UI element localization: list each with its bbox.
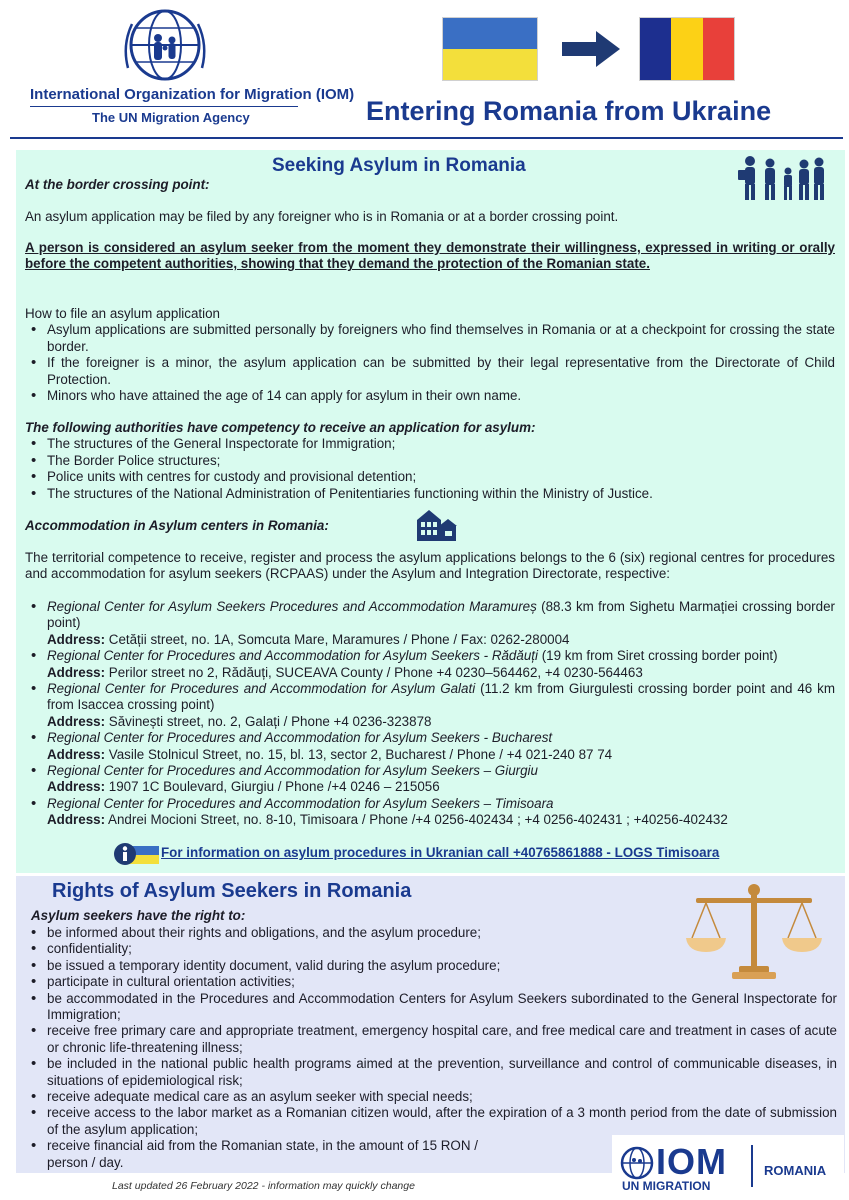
- accommodation-heading: Accommodation in Asylum centers in Romania:: [25, 518, 329, 533]
- how-to-block: [25, 306, 835, 404]
- center-address: Address: 1907 1C Boulevard, Giurgiu / Phone /+4 0246 – 215056: [47, 779, 440, 795]
- list-item: • receive access to the labor market as a Romanian citizen would, after the expiration of a 3 month period from the date of submission of the asylum application;: [25, 1105, 837, 1138]
- accommodation-intro: The territorial competence to receive, register and process the asylum applications belongs to the 6 (six) regional centres for procedures and accommodation for asylum seekers (RCPAAS) under the Asylum and Integration Directorate, respective:: [25, 550, 835, 582]
- center-address: Address: Săvinești street, no. 2, Galați / Phone +4 0236-323878: [47, 713, 432, 729]
- globe-icon: [620, 1146, 654, 1180]
- center-item: [25, 681, 835, 714]
- center-distance: (88.3 km from Sighetu Marmației crossing border point): [47, 599, 835, 631]
- list-item: • be included in the national public health programs aimed at the prevention, surveillance and control of communicable diseases, in situations of epidemiological risk;: [25, 1056, 837, 1089]
- authorities-list: [25, 436, 835, 502]
- romania-flag-icon: [639, 17, 735, 81]
- rights-intro: Asylum seekers have the right to:: [31, 908, 246, 923]
- border-heading: At the border crossing point:: [25, 177, 210, 192]
- rights-section: [16, 876, 845, 1173]
- logo-country: ROMANIA: [764, 1163, 827, 1178]
- authorities-block: [25, 420, 835, 502]
- logo-divider: [751, 1145, 753, 1187]
- center-address: Address: Perilor street no 2, Rădăuți, SUCEAVA County / Phone +4 0230–564462, +4 0230-564463: [47, 664, 643, 680]
- flag-stripe-yellow: [671, 18, 702, 80]
- page-header: [0, 0, 849, 145]
- list-item: • Asylum applications are submitted personally by foreigners who find themselves in Romania or at a checkpoint for crossing the state border.: [25, 322, 835, 355]
- address-label: Address:: [47, 713, 106, 729]
- center-item: [25, 648, 835, 664]
- address-label: Address:: [47, 746, 106, 762]
- org-divider: [30, 106, 298, 107]
- list-item: • receive financial aid from the Romanian state, in the amount of 15 RON / person / day.: [25, 1138, 515, 1171]
- address-label: Address:: [47, 812, 106, 828]
- how-to-heading: How to file an asylum application: [25, 306, 221, 321]
- address-label: Address:: [47, 631, 106, 647]
- flag-stripe-red: [703, 18, 734, 80]
- section-title: Seeking Asylum in Romania: [272, 155, 526, 176]
- center-name: Regional Center for Asylum Seekers Procedures and Accommodation Maramureș: [47, 599, 537, 614]
- list-item: • The Border Police structures;: [25, 453, 835, 469]
- header-divider: [10, 137, 843, 139]
- center-item: [25, 796, 835, 812]
- footer-note: Last updated 26 February 2022 - information may quickly change: [112, 1180, 415, 1192]
- section-title: Rights of Asylum Seekers in Romania: [52, 880, 412, 902]
- address-label: Address:: [47, 664, 106, 680]
- org-name: International Organization for Migration (IOM): [30, 86, 355, 103]
- center-name: Regional Center for Procedures and Accommodation for Asylum Seekers – Giurgiu: [47, 763, 538, 779]
- info-icon: [113, 842, 159, 866]
- flag-stripe-yellow: [443, 49, 537, 80]
- center-name: Regional Center for Procedures and Accommodation for Asylum Seekers – Timisoara: [47, 795, 554, 811]
- logo-text: IOM: [656, 1141, 727, 1182]
- org-tagline: The UN Migration Agency: [92, 110, 250, 125]
- definition-text: A person is considered an asylum seeker from the moment they demonstrate their willingness, expressed in writing or orally before the competent authorities, showing that they demand the protection of the Romanian state.: [25, 240, 835, 272]
- center-name: Regional Center for Procedures and Accommodation for Asylum Seekers - Bucharest: [47, 730, 553, 746]
- page-title: Entering Romania from Ukraine: [366, 96, 772, 126]
- arrow-right-icon: [560, 29, 622, 69]
- list-item: • be issued a temporary identity document, valid during the asylum procedure;: [25, 958, 837, 974]
- intro-text: An asylum application may be filed by any foreigner who is in Romania or at a border crossing point.: [25, 209, 619, 224]
- list-item: • participate in cultural orientation activities;: [25, 974, 837, 990]
- centers-list: [25, 599, 835, 829]
- list-item: • be informed about their rights and obligations, and the asylum procedure;: [25, 925, 837, 941]
- center-item: [25, 730, 835, 746]
- flag-stripe-blue: [640, 18, 671, 80]
- how-to-list: [25, 322, 835, 404]
- iom-logo: [612, 1135, 844, 1195]
- list-item: • The structures of the National Administration of Penitentiaries functioning within the Ministry of Justice.: [25, 486, 835, 502]
- center-address: Address: Cetății street, no. 1A, Somcuta Mare, Maramures / Phone / Fax: 0262-280004: [47, 631, 570, 647]
- center-address: Address: Andrei Mocioni Street, no. 8-10, Timisoara / Phone /+4 0256-402434 ; +4 0256-402431 ; +40256-402432: [47, 812, 728, 828]
- info-phone-link[interactable]: For information on asylum procedures in Ukranian call +40765861888 - LOGS Timisoara: [161, 845, 720, 860]
- list-item: • receive free primary care and appropriate treatment, emergency hospital care, and free medical care and treatment in cases of acute or chronic life-threatening illness;: [25, 1023, 837, 1056]
- center-distance: (11.2 km from Giurgulesti crossing border point and 46 km from Isaccea crossing point): [47, 681, 835, 713]
- list-item: • receive adequate medical care as an asylum seeker with special needs;: [25, 1089, 837, 1105]
- iom-emblem-icon: [118, 8, 212, 82]
- info-hotline: [25, 840, 835, 864]
- center-distance: (19 km from Siret crossing border point): [537, 648, 778, 664]
- center-item: [25, 599, 835, 632]
- center-name: Regional Center for Procedures and Accommodation for Asylum Galati: [47, 681, 476, 697]
- list-item: • be accommodated in the Procedures and Accommodation Centers for Asylum Seekers subordinated to the General Inspectorate for Immigration;: [25, 991, 837, 1024]
- center-name: Regional Center for Procedures and Accommodation for Asylum Seekers - Rădăuți: [47, 648, 538, 664]
- list-item: • If the foreigner is a minor, the asylum application can be submitted by their legal representative from the Directorate of Child Protection.: [25, 355, 835, 388]
- list-item: • Police units with centres for custody and provisional detention;: [25, 469, 835, 485]
- seeking-asylum-section: [16, 150, 845, 873]
- house-icon: [415, 508, 457, 542]
- center-item: [25, 763, 835, 779]
- ukraine-flag-icon: [442, 17, 538, 81]
- authorities-heading: The following authorities have competency to receive an application for asylum:: [25, 420, 536, 435]
- logo-subtext: UN MIGRATION: [622, 1179, 711, 1193]
- list-item: • Minors who have attained the age of 14 can apply for asylum in their own name.: [25, 388, 835, 404]
- list-item: • The structures of the General Inspectorate for Immigration;: [25, 436, 835, 452]
- address-label: Address:: [47, 779, 106, 795]
- list-item: • confidentiality;: [25, 941, 837, 957]
- flag-stripe-blue: [443, 18, 537, 49]
- center-address: Address: Vasile Stolnicul Street, no. 15, bl. 13, sector 2, Bucharest / Phone / +4 021-240 87 74: [47, 746, 613, 762]
